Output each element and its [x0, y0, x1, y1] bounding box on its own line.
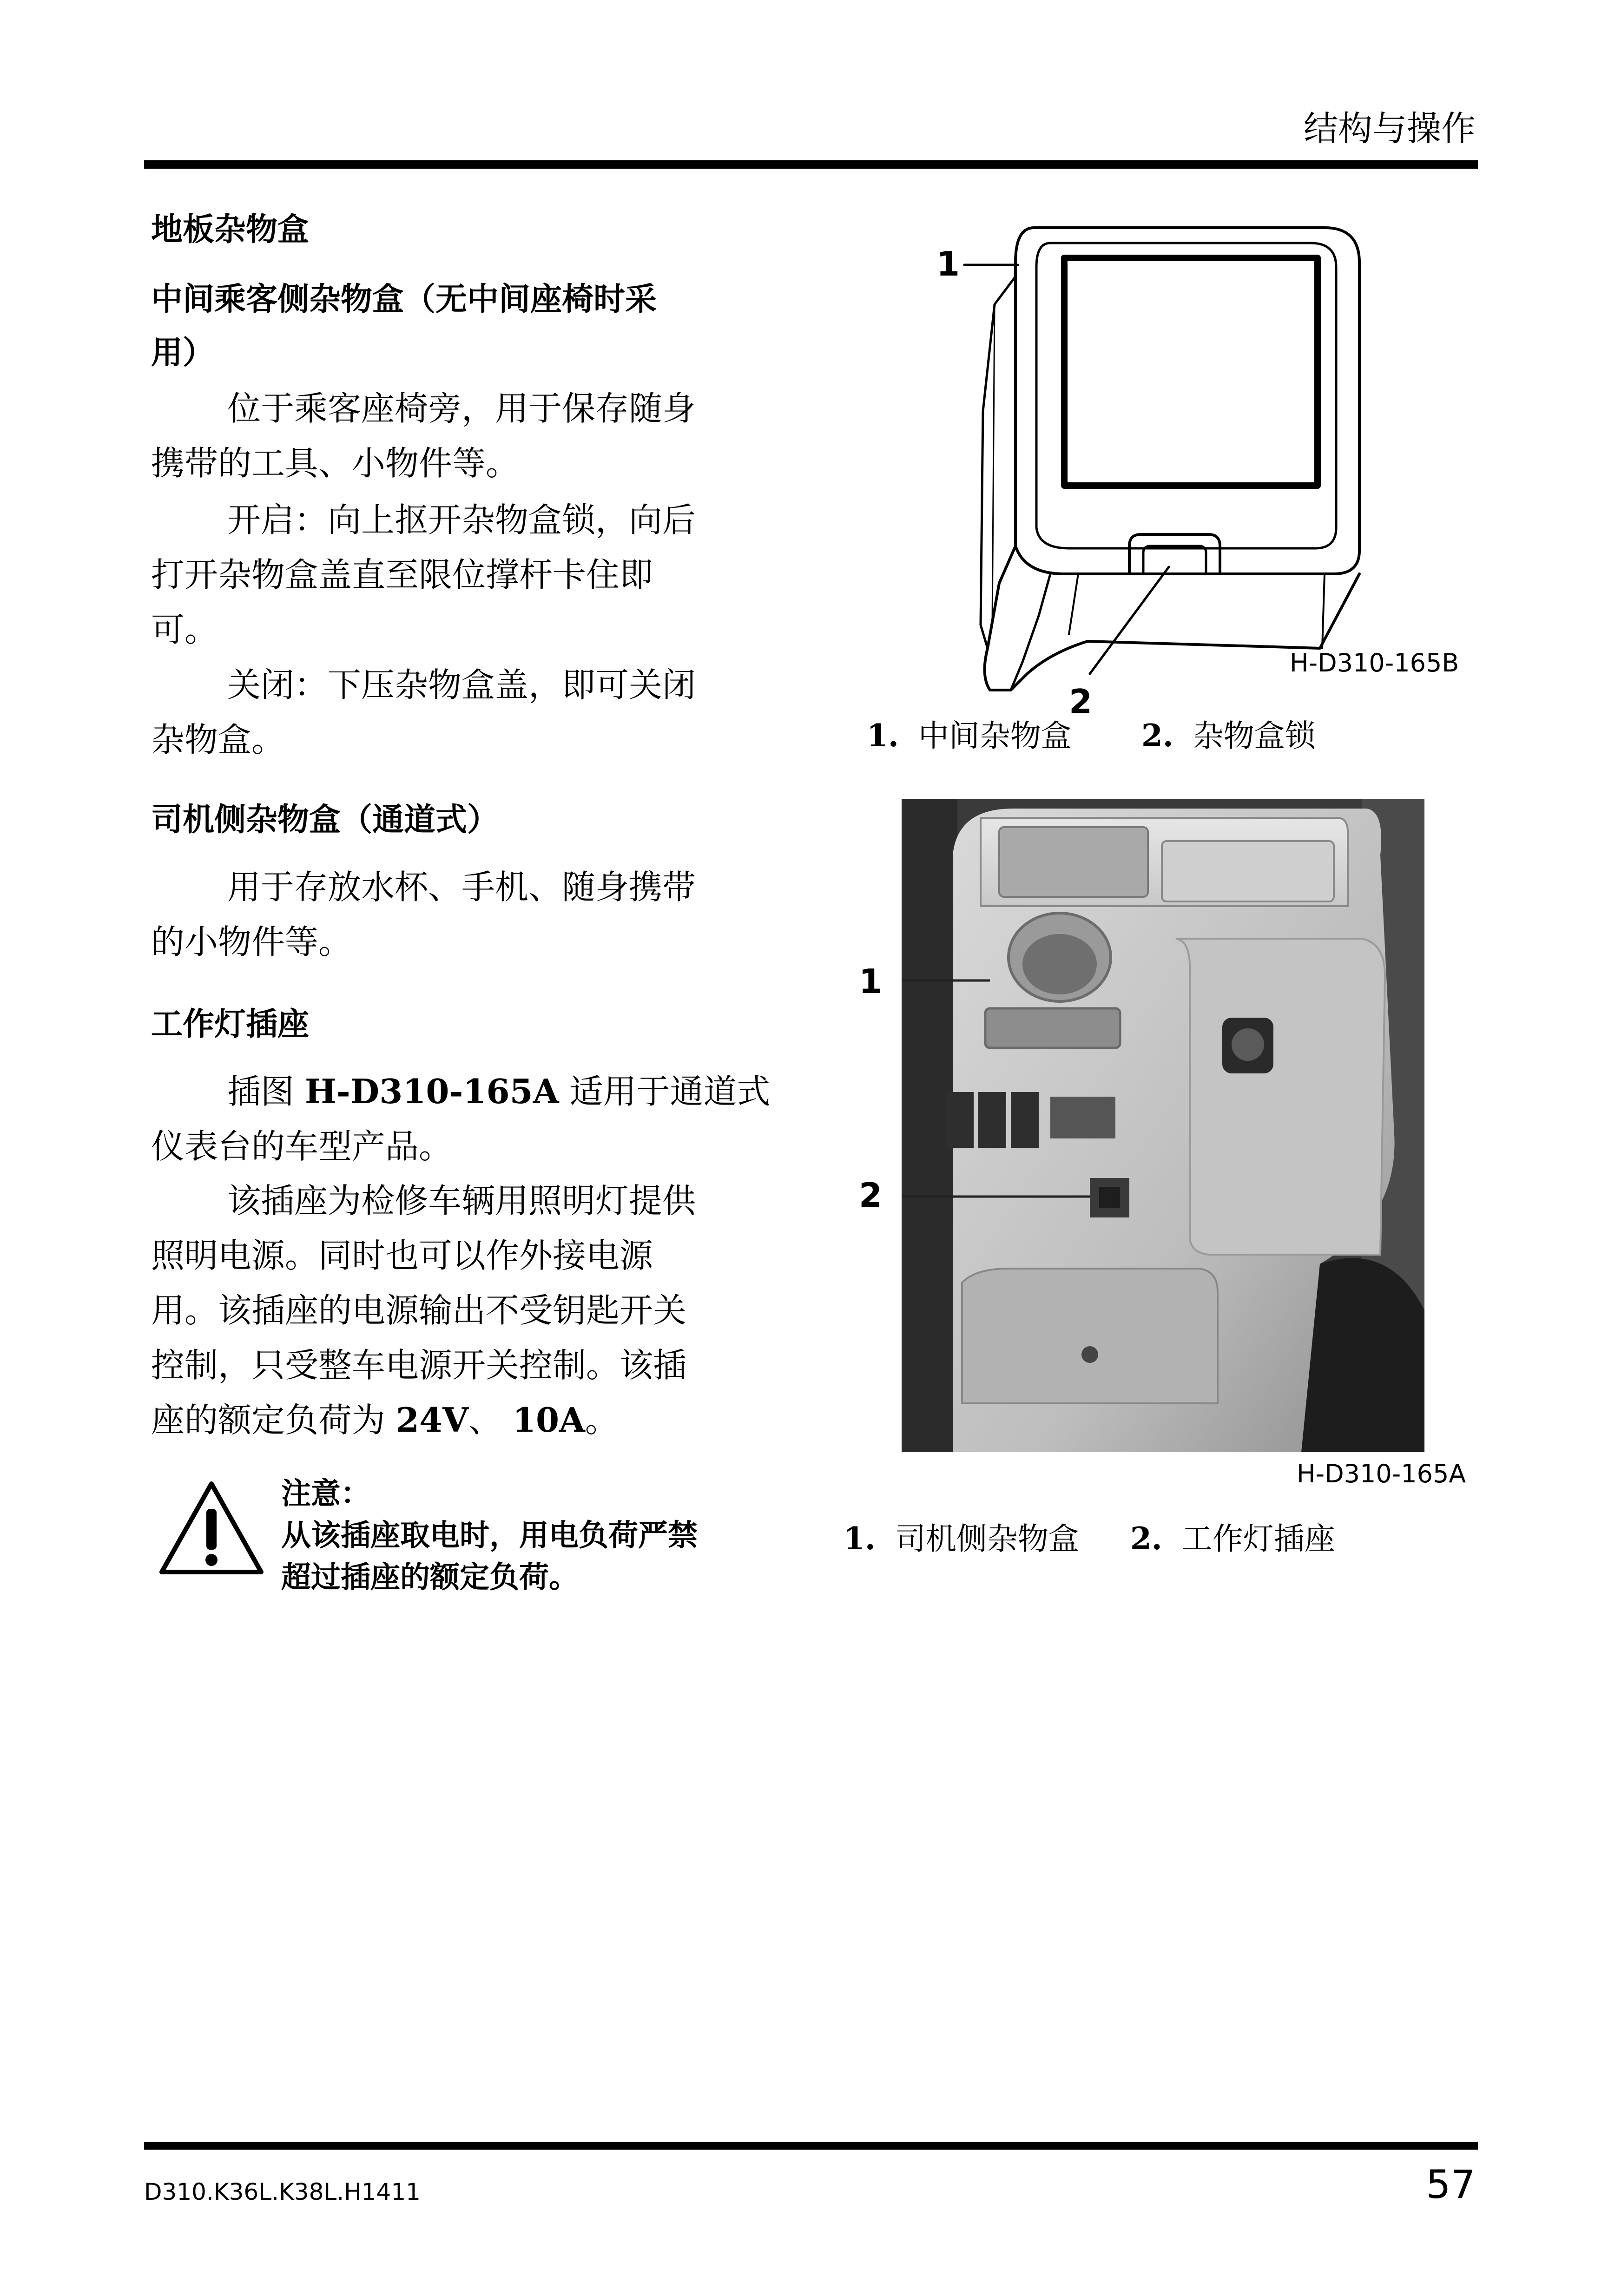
- warning-line1: 从该插座取电时，用电负荷严禁: [281, 1519, 698, 1553]
- paragraph-applicability: 插图 H-D310-165A 适用于通道式 仪表台的车型产品。: [151, 1072, 771, 1166]
- caption-figure-b: 1. 中间杂物盒 2. 杂物盒锁: [867, 717, 1316, 754]
- page-number: 57: [1426, 2162, 1476, 2207]
- running-header: 结构与操作: [1304, 109, 1476, 149]
- paragraph-socket-description: 该插座为检修车辆用照明灯提供 照明电源。同时也可以作外接电源 用。该插座的电源输出不受钥匙开关 控制，只受整车电源开关控制。该插 座的额定负荷为 24V、 10A。: [151, 1181, 696, 1440]
- paragraph-driver-box: 用于存放水杯、手机、随身携带 的小物件等。: [151, 868, 696, 961]
- footer-doc-code: D310.K36L.K38L.H1411: [144, 2178, 421, 2205]
- heading-floor-storage: 地板杂物盒: [151, 211, 310, 248]
- photo-driver-console: [902, 799, 1424, 1452]
- callout-photo-1: 1: [859, 962, 883, 1001]
- callout-photo-2: 2: [859, 1176, 883, 1215]
- paragraph-close: 关闭：下压杂物盒盖，即可关闭 杂物盒。: [151, 665, 696, 759]
- heading-driver-box: 司机侧杂物盒（通道式）: [151, 802, 499, 838]
- paragraph-open: 开启：向上抠开杂物盒锁，向后 打开杂物盒盖直至限位撑杆卡住即 可。: [151, 500, 696, 649]
- warning-line2: 超过插座的额定负荷。: [281, 1560, 579, 1595]
- figure-code-b: H-D310-165B: [1290, 648, 1459, 678]
- heading-middle-box-line1: 中间乘客侧杂物盒（无中间座椅时采: [151, 281, 657, 318]
- callout-1: 1: [936, 244, 960, 283]
- paragraph-location: 位于乘客座椅旁，用于保存随身 携带的工具、小物件等。: [151, 389, 696, 483]
- heading-work-light-socket: 工作灯插座: [151, 1006, 310, 1043]
- header-rule: [144, 160, 1478, 169]
- heading-middle-box-line2: 用）: [151, 335, 215, 371]
- callout-2: 2: [1069, 682, 1093, 721]
- warning-title: 注意：: [281, 1477, 370, 1511]
- footer-rule: [144, 2142, 1478, 2150]
- caption-figure-a: 1. 司机侧杂物盒 2. 工作灯插座: [844, 1520, 1335, 1557]
- warning-triangle-icon: [158, 1480, 265, 1575]
- figure-code-a: H-D310-165A: [1297, 1459, 1466, 1488]
- warning-text: [281, 1473, 698, 1599]
